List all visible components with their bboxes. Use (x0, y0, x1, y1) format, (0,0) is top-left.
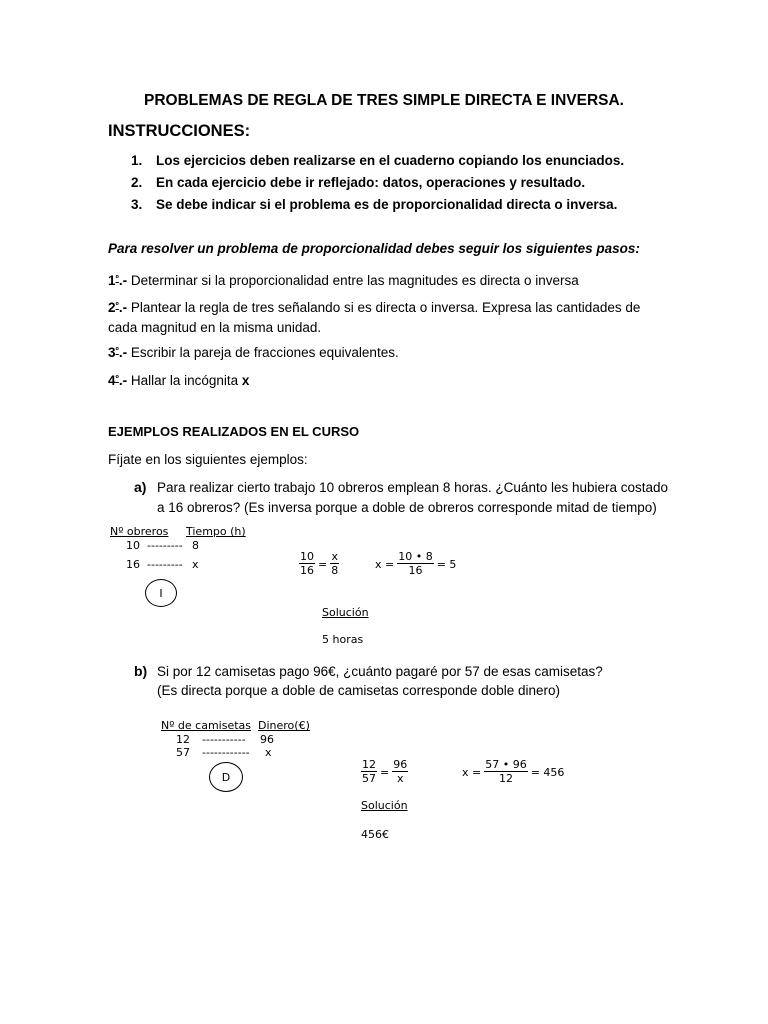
step-number: $4^º.-$ (108, 373, 128, 388)
example-b-solution-label: Solución (361, 799, 408, 812)
instruction-item-2 (108, 175, 585, 190)
step-1 (108, 268, 668, 291)
example-b-statement: Si por 12 camisetas pago 96€, ¿cuánto pagaré por 57 de esas camisetas? (157, 664, 603, 679)
step-number: $3^º.-$ (108, 345, 128, 360)
examples-intro: Fíjate en los siguientes ejemplos: (108, 452, 308, 467)
step-unknown: x (241, 373, 250, 388)
example-b-frac-right: $\frac{96}{x}$ (393, 758, 408, 785)
example-a-calc-frac: $\frac{10 • 8}{16}$ (398, 550, 433, 577)
step-4 (108, 368, 668, 391)
example-a-row2-a: 16 (126, 558, 140, 571)
instruction-text: Los ejercicios deben realizarse en el cuaderno copiando los enunciados. (156, 153, 625, 168)
example-a-type-mark: I (159, 586, 163, 600)
example-a-col2-header: Tiempo (h) (186, 525, 246, 538)
instruction-text: Se debe indicar si el problema es de proporcionalidad directa o inversa. (156, 197, 618, 212)
example-b-row1-dash: ----------- (202, 733, 246, 746)
step-3 (108, 340, 668, 363)
example-b-calc-frac: $\frac{57 • 96}{12}$ (485, 758, 527, 785)
examples-heading: EJEMPLOS REALIZADOS EN EL CURSO (108, 424, 360, 439)
example-b-type-circle (209, 762, 243, 792)
example-b-calculation: x = $\frac{57 • 96}{12}$ = 456 (462, 758, 565, 785)
example-a-row1-b: 8 (192, 539, 199, 552)
example-a-row1-dash: --------- (147, 539, 183, 552)
step-text: Plantear la regla de tres señalando si es directa o inversa. Expresa las cantidades de cada magnitud en la misma unidad. (108, 300, 641, 335)
example-a-proportion: $\frac{10}{16}$ = $\frac{x}{8}$ (300, 550, 339, 577)
step-number: $2^º.-$ (108, 300, 128, 315)
instruction-item-3 (108, 197, 617, 212)
example-b-row1-b: 96 (260, 733, 274, 746)
example-a-frac-left: $\frac{10}{16}$ (300, 550, 314, 577)
example-a-col1-header: Nº obreros (110, 525, 169, 538)
example-b-row2-a: 57 (176, 746, 190, 759)
instruction-item-1 (108, 153, 624, 168)
example-a-frac-right: $\frac{x}{8}$ (331, 550, 339, 577)
example-b-proportion: $\frac{12}{57}$ = $\frac{96}{x}$ (362, 758, 408, 785)
example-a-statement: Para realizar cierto trabajo 10 obreros emplean 8 horas. ¿Cuánto les hubiera costado a 16 obreros? (Es inversa porque a doble de obreros corresponde mitad de tiempo) (157, 480, 669, 515)
example-a-label: a) (134, 479, 147, 495)
step-text: Determinar si la proporcionalidad entre las magnitudes es directa o inversa (127, 273, 579, 288)
example-b-col2-header: Dinero(€) (258, 719, 310, 732)
example-a-solution: 5 horas (322, 633, 364, 646)
example-b-col1-header: Nº de camisetas (161, 719, 251, 732)
example-a-row2-b: x (192, 558, 199, 571)
step-2 (108, 295, 668, 338)
instruction-number: 2. (131, 175, 143, 190)
instruction-number: 1. (131, 153, 143, 168)
example-b-solution: 456€ (361, 828, 389, 841)
example-a-calculation: x = $\frac{10 • 8}{16}$ = 5 (375, 550, 457, 577)
steps-intro: Para resolver un problema de proporcionalidad debes seguir los siguientes pasos: (108, 241, 640, 256)
example-b-type-mark: D (221, 770, 231, 784)
step-number: $1^º.-$ (108, 273, 128, 288)
example-b-row2-dash: ------------ (202, 746, 250, 759)
step-text: Escribir la pareja de fracciones equivalentes. (127, 345, 399, 360)
instruction-text: En cada ejercicio debe ir reflejado: datos, operaciones y resultado. (156, 175, 586, 190)
example-b-note: (Es directa porque a doble de camisetas corresponde doble dinero) (157, 683, 560, 698)
example-b-row1-a: 12 (176, 733, 190, 746)
example-b-row2-b: x (265, 746, 272, 759)
example-a-solution-label: Solución (322, 606, 369, 619)
step-text: Hallar la incógnita (127, 373, 242, 388)
instruction-number: 3. (131, 197, 143, 212)
example-a-row1-a: 10 (126, 539, 140, 552)
example-b-frac-left: $\frac{12}{57}$ (362, 758, 376, 785)
instrucciones-heading: INSTRUCCIONES: (108, 122, 251, 140)
example-b-label: b) (134, 663, 148, 679)
document-title: PROBLEMAS DE REGLA DE TRES SIMPLE DIRECTA E INVERSA. (144, 92, 624, 109)
example-a-row2-dash: --------- (147, 558, 183, 571)
example-a-type-circle (145, 579, 177, 607)
